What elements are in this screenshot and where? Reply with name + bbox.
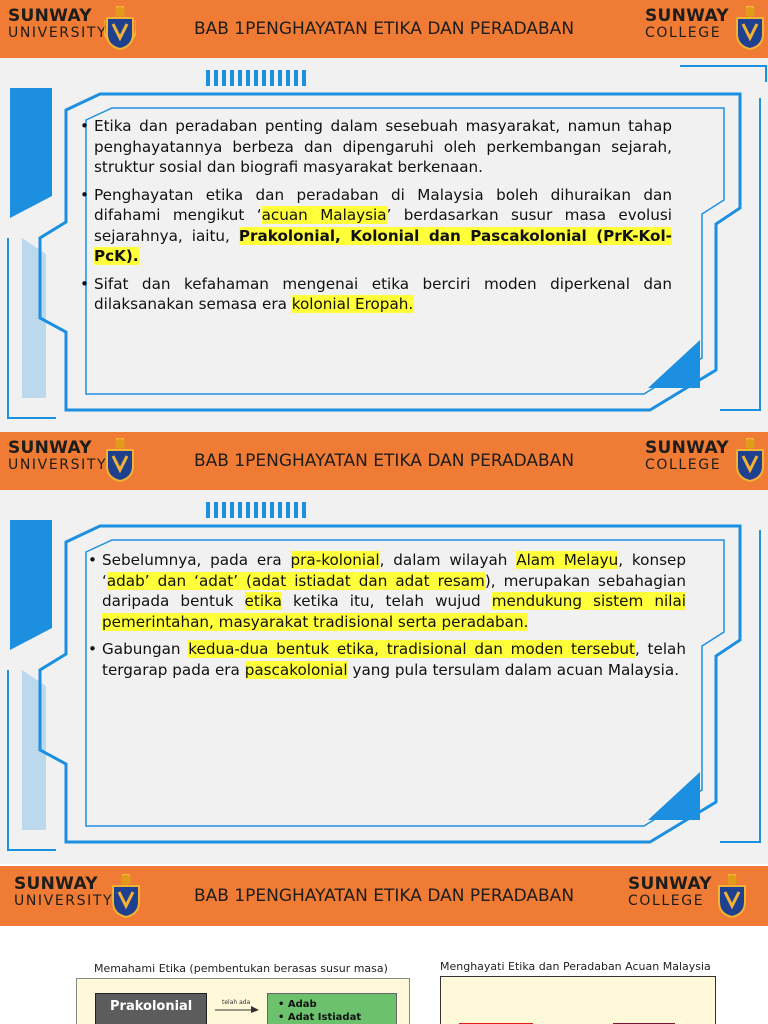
slide-2 — [0, 432, 768, 864]
highlight: pascakolonial — [244, 660, 348, 679]
highlight: Prakolonial, Kolonial dan Pascakolonial (PrK-Kol-PcK). — [94, 226, 672, 265]
bullet-item: • Sifat dan kefahaman mengenai etika berciri moden diperkenal dan dilaksanakan semasa era kolonial Eropah. — [80, 274, 672, 313]
highlight: kedua-dua bentuk etika, tradisional dan moden tersebut — [188, 640, 636, 658]
bullet-dot-icon: • — [88, 640, 97, 658]
timeline-diagram — [76, 978, 410, 1024]
crest-icon — [104, 6, 136, 50]
slide-title: BAB 1PENGHAYATAN ETIKA DAN PERADABAN — [193, 19, 575, 39]
slide-header — [0, 866, 768, 926]
ethics-list — [267, 993, 397, 1024]
prakolonial-box: Prakolonial — [95, 993, 207, 1024]
bullet-dot-icon: • — [80, 274, 89, 293]
slide-header — [0, 0, 768, 58]
slide-title: BAB 1PENGHAYATAN ETIKA DAN PERADABAN — [193, 451, 575, 471]
bullet-dot-icon: • — [80, 117, 89, 135]
slide-title: BAB 1PENGHAYATAN ETIKA DAN PERADABAN — [193, 886, 575, 906]
sunway-college-logo: SUNWAY COLLEGE — [645, 6, 729, 41]
sunway-university-logo: SUNWAY UNIVERSITY — [8, 6, 108, 41]
bullet-item: • Etika dan peradaban penting dalam sesebuah masyarakat, namun tahap penghayatannya berbeza dan dipengaruhi oleh perkembangan sejarah, struktur sosial dan biografi masyarakat berkenaan. — [80, 117, 672, 176]
highlight: etika — [244, 592, 282, 610]
arrow-right-icon — [215, 1003, 259, 1013]
crest-icon — [110, 874, 142, 918]
sunway-university-logo: SUNWAY UNIVERSITY — [8, 438, 108, 473]
crest-icon — [734, 6, 766, 50]
arrow-label: telah ada — [222, 999, 251, 1006]
sunway-college-logo: SUNWAY COLLEGE — [628, 874, 712, 909]
slide-1 — [0, 0, 768, 432]
bullet-dot-icon: • — [88, 551, 97, 569]
panel-title: Menghayati Etika dan Peradaban Acuan Malaysia — [440, 960, 711, 973]
bullet-item: • Gabungan kedua-dua bentuk etika, tradisional dan moden tersebut, telah tergarap pada era pascakolonial yang pula tersulam dalam acuan Malaysia. — [88, 640, 686, 679]
crest-icon — [734, 438, 766, 482]
slide-2-body — [88, 550, 686, 687]
slide-header — [0, 432, 768, 490]
highlight: kolonial Eropah. — [291, 295, 414, 313]
highlight: adab’ dan ‘adat’ (adat istiadat dan adat resam — [106, 571, 485, 590]
list-item: • Adab — [278, 999, 317, 1010]
sunway-college-logo: SUNWAY COLLEGE — [645, 438, 729, 473]
highlight: acuan Malaysia — [261, 206, 387, 224]
list-item: • Adat Istiadat — [278, 1012, 362, 1023]
highlight: Alam Melayu — [516, 551, 619, 569]
sunway-university-logo: SUNWAY UNIVERSITY — [14, 874, 114, 909]
bullet-dot-icon: • — [80, 185, 89, 204]
crest-icon — [104, 438, 136, 482]
slide-3 — [0, 866, 768, 1024]
highlight: pra-kolonial — [290, 551, 380, 569]
slide-1-body — [80, 116, 672, 322]
bullet-item: • Sebelumnya, pada era pra-kolonial, dalam wilayah Alam Melayu, konsep ‘adab’ dan ‘adat’ (adat istiadat dan adat resam), merupakan sebahagian daripada bentuk etika ketika itu, telah wujud mendukung sistem nilai pemerintahan, masyarakat tradisional serta peradaban. — [88, 551, 686, 631]
crest-icon — [716, 874, 748, 918]
acuan-malaysia-diagram — [440, 976, 716, 1024]
bullet-item: • Penghayatan etika dan peradaban di Malaysia boleh dihuraikan dan difahami mengikut ‘acuan Malaysia’ berdasarkan susur masa evolusi sejarahnya, iaitu, Prakolonial, Kolonial dan Pascakolonial (PrK-Kol-PcK). — [80, 185, 672, 265]
panel-title: Memahami Etika (pembentukan berasas susur masa) — [94, 962, 388, 975]
highlight: mendukung sistem nilai pemerintahan, masyarakat tradisional serta peradaban. — [102, 592, 686, 631]
